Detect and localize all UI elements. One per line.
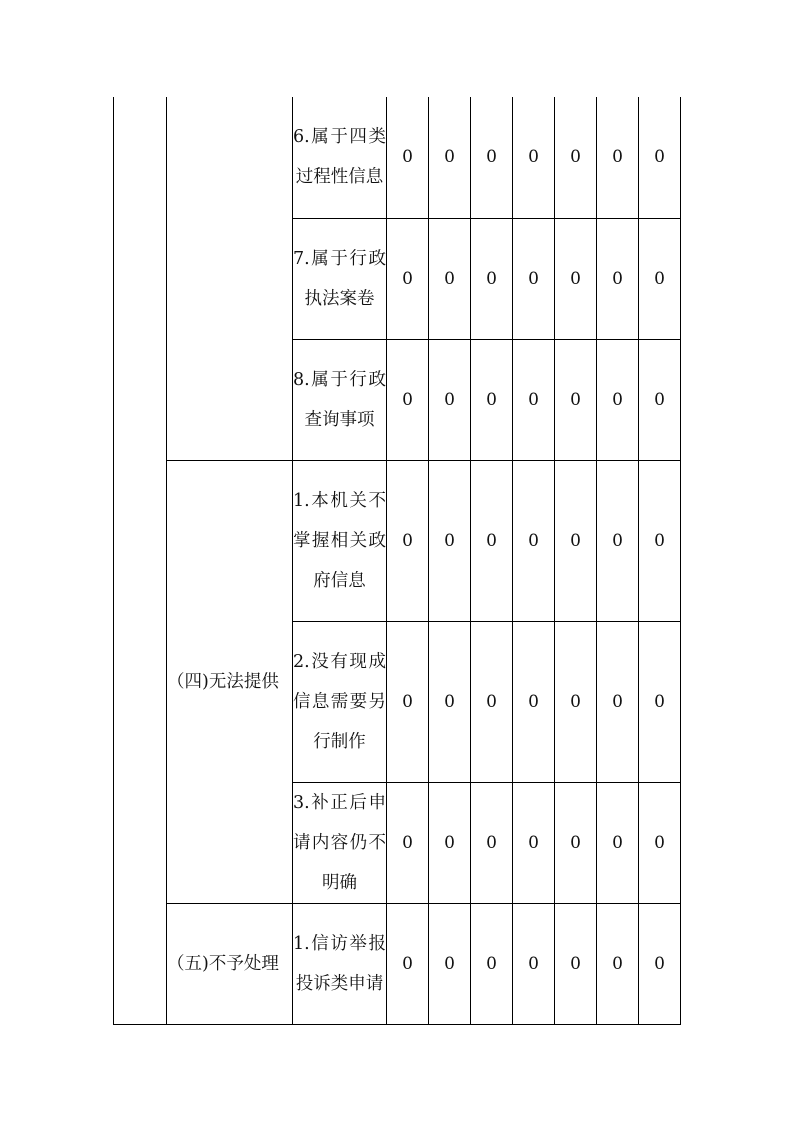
value-cell: 0	[429, 621, 471, 782]
value-cell: 0	[471, 218, 513, 339]
value-cell: 0	[639, 218, 681, 339]
value-cell: 0	[513, 218, 555, 339]
value-cell: 0	[555, 460, 597, 621]
value-cell: 0	[555, 218, 597, 339]
item-label: 8.属于行政查询事项	[293, 339, 387, 460]
value-cell: 0	[513, 903, 555, 1024]
value-cell: 0	[597, 97, 639, 218]
value-cell: 0	[597, 460, 639, 621]
value-cell: 0	[471, 460, 513, 621]
value-cell: 0	[471, 621, 513, 782]
value-cell: 0	[429, 460, 471, 621]
value-cell: 0	[639, 460, 681, 621]
value-cell: 0	[597, 621, 639, 782]
value-cell: 0	[597, 903, 639, 1024]
outer-category-cell	[114, 97, 167, 1024]
value-cell: 0	[597, 218, 639, 339]
table-body	[114, 97, 681, 1024]
disclosure-statistics-table	[113, 97, 681, 1025]
table-row	[114, 460, 681, 621]
value-cell: 0	[597, 339, 639, 460]
value-cell: 0	[429, 218, 471, 339]
value-cell: 0	[387, 621, 429, 782]
value-cell: 0	[597, 782, 639, 903]
value-cell: 0	[555, 903, 597, 1024]
value-cell: 0	[639, 97, 681, 218]
item-label: 1.信访举报投诉类申请	[293, 903, 387, 1024]
category-label-cannot-provide: （四)无法提供	[167, 460, 293, 903]
table-row	[114, 903, 681, 1024]
value-cell: 0	[387, 339, 429, 460]
value-cell: 0	[639, 903, 681, 1024]
item-label: 3.补正后申请内容仍不明确	[293, 782, 387, 903]
value-cell: 0	[555, 339, 597, 460]
value-cell: 0	[471, 903, 513, 1024]
value-cell: 0	[555, 97, 597, 218]
value-cell: 0	[471, 782, 513, 903]
value-cell: 0	[429, 782, 471, 903]
value-cell: 0	[387, 460, 429, 621]
value-cell: 0	[555, 621, 597, 782]
value-cell: 0	[639, 782, 681, 903]
value-cell: 0	[513, 339, 555, 460]
table-row	[114, 97, 681, 218]
value-cell: 0	[471, 97, 513, 218]
value-cell: 0	[513, 460, 555, 621]
category-label-not-processed: （五)不予处理	[167, 903, 293, 1024]
value-cell: 0	[429, 903, 471, 1024]
value-cell: 0	[639, 339, 681, 460]
value-cell: 0	[513, 782, 555, 903]
value-cell: 0	[387, 782, 429, 903]
item-label: 7.属于行政执法案卷	[293, 218, 387, 339]
item-label: 2.没有现成信息需要另行制作	[293, 621, 387, 782]
item-label: 6.属于四类过程性信息	[293, 97, 387, 218]
value-cell: 0	[387, 218, 429, 339]
category-cell-continued	[167, 97, 293, 460]
value-cell: 0	[513, 97, 555, 218]
value-cell: 0	[387, 903, 429, 1024]
value-cell: 0	[429, 97, 471, 218]
value-cell: 0	[429, 339, 471, 460]
value-cell: 0	[639, 621, 681, 782]
value-cell: 0	[471, 339, 513, 460]
value-cell: 0	[513, 621, 555, 782]
value-cell: 0	[387, 97, 429, 218]
item-label: 1.本机关不掌握相关政府信息	[293, 460, 387, 621]
value-cell: 0	[555, 782, 597, 903]
